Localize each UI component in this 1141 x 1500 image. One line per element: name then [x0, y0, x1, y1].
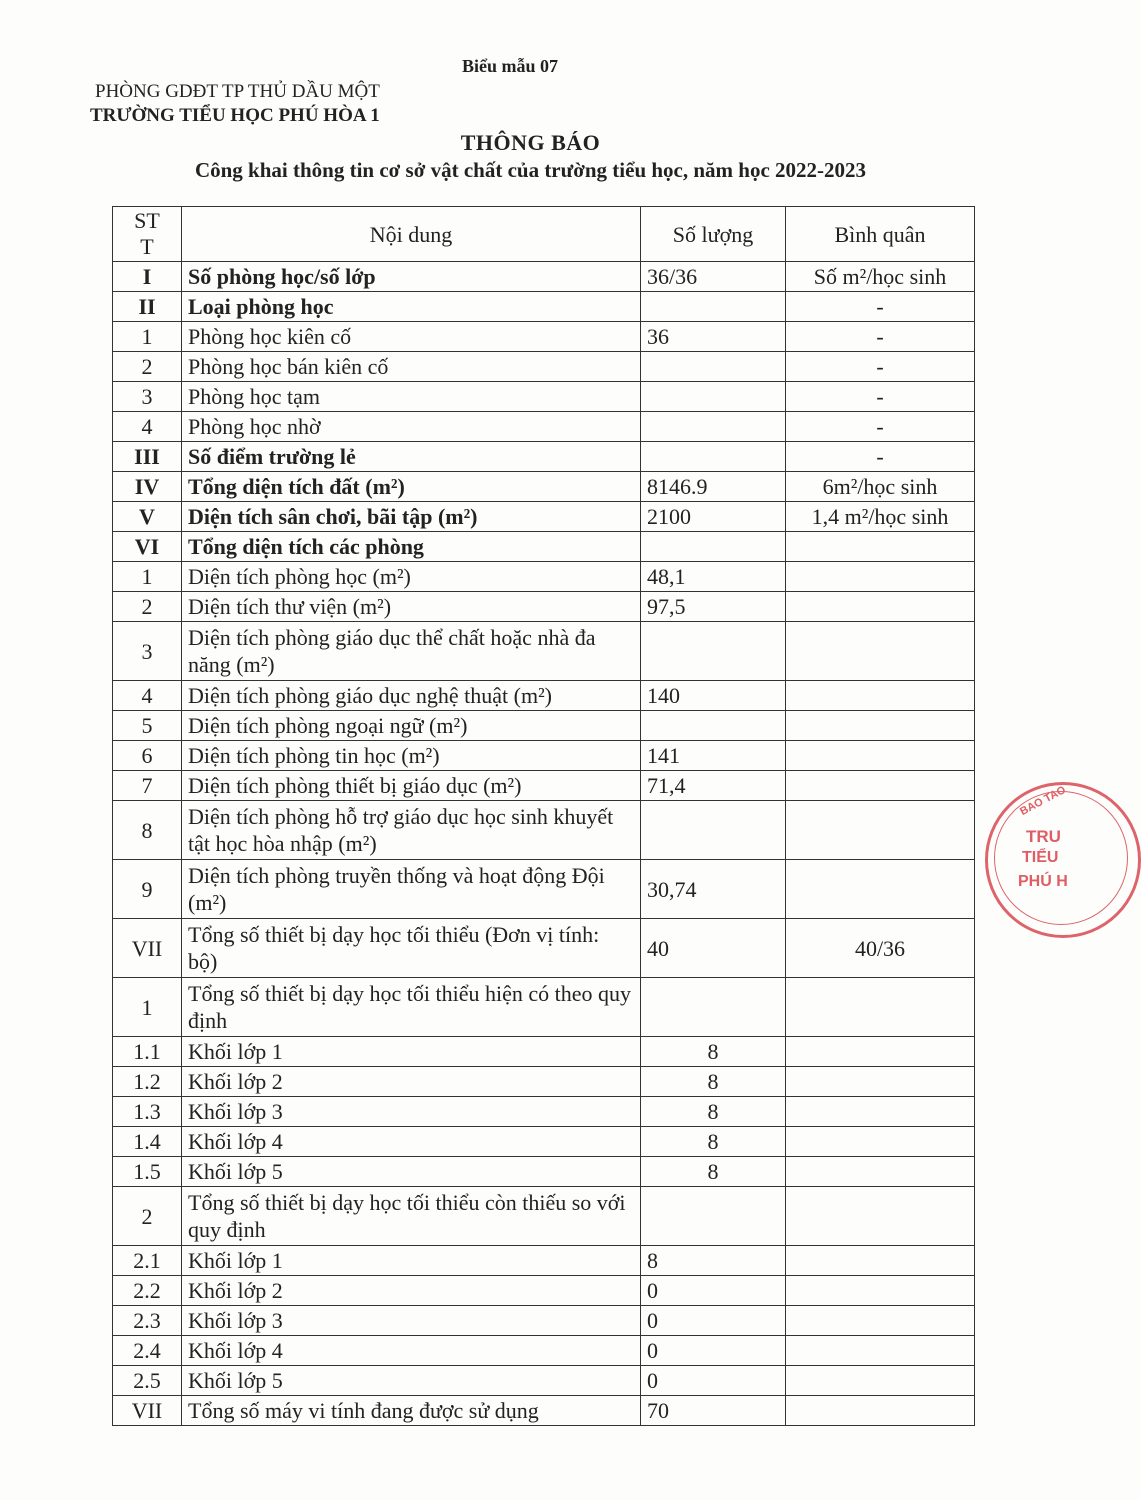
- row-stt: 1.2: [113, 1067, 182, 1097]
- row-stt: 2: [113, 352, 182, 382]
- table-row: [113, 711, 975, 741]
- row-quantity: 8: [641, 1067, 786, 1097]
- table-row: [113, 1276, 975, 1306]
- row-stt: 1: [113, 978, 182, 1037]
- table-row: [113, 262, 975, 292]
- table-row: [113, 771, 975, 801]
- row-stt: 6: [113, 741, 182, 771]
- row-content: Diện tích phòng thiết bị giáo dục (m²): [182, 771, 641, 801]
- table-row: [113, 472, 975, 502]
- row-quantity: 141: [641, 741, 786, 771]
- table-row: [113, 1396, 975, 1426]
- row-average: [786, 860, 975, 919]
- row-average: -: [786, 442, 975, 472]
- table-row: [113, 801, 975, 860]
- table-row: [113, 1067, 975, 1097]
- row-quantity: [641, 352, 786, 382]
- row-stt: 1.3: [113, 1097, 182, 1127]
- table-row: [113, 681, 975, 711]
- row-stt: 2.1: [113, 1246, 182, 1276]
- row-content: Khối lớp 4: [182, 1127, 641, 1157]
- row-content: Số điểm trường lẻ: [182, 442, 641, 472]
- row-content: Phòng học bán kiên cố: [182, 352, 641, 382]
- row-quantity: 140: [641, 681, 786, 711]
- row-content: Khối lớp 4: [182, 1336, 641, 1366]
- row-stt: 1.4: [113, 1127, 182, 1157]
- row-average: [786, 1276, 975, 1306]
- row-quantity: [641, 442, 786, 472]
- row-quantity: 36/36: [641, 262, 786, 292]
- row-average: 1,4 m²/học sinh: [786, 502, 975, 532]
- table-row: [113, 352, 975, 382]
- header-stt: ST T: [113, 207, 182, 262]
- table-row: [113, 502, 975, 532]
- table-row: [113, 1306, 975, 1336]
- row-content: Tổng số thiết bị dạy học tối thiểu (Đơn vị tính: bộ): [182, 919, 641, 978]
- row-quantity: 70: [641, 1396, 786, 1426]
- row-stt: 7: [113, 771, 182, 801]
- table-row: [113, 532, 975, 562]
- row-stt: 1.5: [113, 1157, 182, 1187]
- row-average: 40/36: [786, 919, 975, 978]
- table-row: [113, 442, 975, 472]
- row-quantity: 8: [641, 1127, 786, 1157]
- row-average: [786, 771, 975, 801]
- row-average: [786, 1246, 975, 1276]
- row-quantity: [641, 532, 786, 562]
- row-content: Khối lớp 5: [182, 1157, 641, 1187]
- row-stt: 3: [113, 622, 182, 681]
- row-quantity: 0: [641, 1336, 786, 1366]
- row-average: [786, 711, 975, 741]
- school-seal: [985, 782, 1141, 938]
- table-row: [113, 860, 975, 919]
- row-average: [786, 1037, 975, 1067]
- row-quantity: 2100: [641, 502, 786, 532]
- row-quantity: 8: [641, 1037, 786, 1067]
- row-content: Diện tích phòng giáo dục nghệ thuật (m²): [182, 681, 641, 711]
- row-content: Khối lớp 5: [182, 1366, 641, 1396]
- row-content: Phòng học kiên cố: [182, 322, 641, 352]
- row-average: [786, 801, 975, 860]
- row-average: [786, 1396, 975, 1426]
- row-content: Diện tích thư viện (m²): [182, 592, 641, 622]
- row-quantity: [641, 292, 786, 322]
- row-quantity: 0: [641, 1306, 786, 1336]
- row-content: Khối lớp 3: [182, 1097, 641, 1127]
- row-quantity: 30,74: [641, 860, 786, 919]
- row-quantity: [641, 801, 786, 860]
- row-average: [786, 1067, 975, 1097]
- row-average: [786, 978, 975, 1037]
- row-stt: VII: [113, 919, 182, 978]
- row-average: -: [786, 352, 975, 382]
- row-stt: 1: [113, 322, 182, 352]
- row-content: Tổng diện tích đất (m²): [182, 472, 641, 502]
- table-row: [113, 592, 975, 622]
- row-average: 6m²/học sinh: [786, 472, 975, 502]
- row-content: Phòng học nhờ: [182, 412, 641, 442]
- row-quantity: 40: [641, 919, 786, 978]
- table-row: [113, 322, 975, 352]
- row-content: Khối lớp 1: [182, 1037, 641, 1067]
- row-content: Khối lớp 2: [182, 1276, 641, 1306]
- row-stt: 5: [113, 711, 182, 741]
- row-average: -: [786, 322, 975, 352]
- row-average: [786, 1127, 975, 1157]
- header-quantity: Số lượng: [641, 207, 786, 262]
- form-number: Biểu mẫu 07: [462, 56, 559, 76]
- row-stt: VI: [113, 532, 182, 562]
- row-average: [786, 1097, 975, 1127]
- row-quantity: 8: [641, 1097, 786, 1127]
- row-average: Số m²/học sinh: [786, 262, 975, 292]
- row-average: [786, 532, 975, 562]
- row-stt: I: [113, 262, 182, 292]
- row-average: -: [786, 412, 975, 442]
- row-stt: III: [113, 442, 182, 472]
- row-content: Loại phòng học: [182, 292, 641, 322]
- row-content: Diện tích phòng truyền thống và hoạt động Đội (m²): [182, 860, 641, 919]
- row-stt: 2: [113, 1187, 182, 1246]
- row-average: [786, 741, 975, 771]
- row-quantity: 48,1: [641, 562, 786, 592]
- row-content: Tổng số thiết bị dạy học tối thiểu hiện có theo quy định: [182, 978, 641, 1037]
- row-average: [786, 562, 975, 592]
- row-content: Tổng số máy vi tính đang được sử dụng: [182, 1396, 641, 1426]
- table-row: [113, 1187, 975, 1246]
- row-stt: 2.5: [113, 1366, 182, 1396]
- row-content: Số phòng học/số lớp: [182, 262, 641, 292]
- row-content: Diện tích phòng giáo dục thể chất hoặc nhà đa năng (m²): [182, 622, 641, 681]
- table-row: [113, 1246, 975, 1276]
- table-row: [113, 1336, 975, 1366]
- row-content: Diện tích phòng ngoại ngữ (m²): [182, 711, 641, 741]
- document-title: THÔNG BÁO: [460, 130, 601, 155]
- document-subtitle: Công khai thông tin cơ sở vật chất của trường tiểu học, năm học 2022-2023: [194, 158, 867, 182]
- row-content: Khối lớp 2: [182, 1067, 641, 1097]
- table-row: [113, 292, 975, 322]
- table-row: [113, 622, 975, 681]
- seal-line-2: TIỂU: [1022, 849, 1059, 866]
- row-stt: 3: [113, 382, 182, 412]
- row-content: Diện tích phòng học (m²): [182, 562, 641, 592]
- row-average: -: [786, 292, 975, 322]
- row-stt: IV: [113, 472, 182, 502]
- row-quantity: 71,4: [641, 771, 786, 801]
- row-quantity: 8146.9: [641, 472, 786, 502]
- row-quantity: [641, 978, 786, 1037]
- seal-ring: [994, 791, 1128, 925]
- row-stt: VII: [113, 1396, 182, 1426]
- table-row: [113, 1366, 975, 1396]
- row-content: Phòng học tạm: [182, 382, 641, 412]
- row-quantity: 0: [641, 1276, 786, 1306]
- header-average: Bình quân: [786, 207, 975, 262]
- row-average: -: [786, 382, 975, 412]
- table-row: [113, 1037, 975, 1067]
- row-content: Tổng diện tích các phòng: [182, 532, 641, 562]
- row-average: [786, 681, 975, 711]
- row-stt: 1.1: [113, 1037, 182, 1067]
- school-name: TRƯỜNG TIỂU HỌC PHÚ HÒA 1: [90, 105, 380, 126]
- row-average: [786, 1157, 975, 1187]
- row-quantity: [641, 412, 786, 442]
- row-stt: 1: [113, 562, 182, 592]
- row-stt: 9: [113, 860, 182, 919]
- row-quantity: 8: [641, 1246, 786, 1276]
- table-row: [113, 412, 975, 442]
- row-stt: 8: [113, 801, 182, 860]
- row-average: [786, 1306, 975, 1336]
- row-quantity: 97,5: [641, 592, 786, 622]
- row-stt: 4: [113, 412, 182, 442]
- header-content: Nội dung: [182, 207, 641, 262]
- row-quantity: 0: [641, 1366, 786, 1396]
- table-row: [113, 1157, 975, 1187]
- row-average: [786, 622, 975, 681]
- row-stt: 4: [113, 681, 182, 711]
- row-content: Tổng số thiết bị dạy học tối thiểu còn thiếu so với quy định: [182, 1187, 641, 1246]
- facilities-table: [112, 206, 975, 1426]
- table-row: [113, 382, 975, 412]
- row-content: Khối lớp 3: [182, 1306, 641, 1336]
- row-quantity: [641, 711, 786, 741]
- row-content: Diện tích phòng tin học (m²): [182, 741, 641, 771]
- row-average: [786, 1366, 975, 1396]
- row-stt: II: [113, 292, 182, 322]
- table-row: [113, 1127, 975, 1157]
- row-quantity: 8: [641, 1157, 786, 1187]
- row-quantity: [641, 382, 786, 412]
- row-average: [786, 592, 975, 622]
- row-quantity: [641, 1187, 786, 1246]
- row-quantity: [641, 622, 786, 681]
- row-stt: 2: [113, 592, 182, 622]
- row-stt: 2.4: [113, 1336, 182, 1366]
- row-stt: 2.2: [113, 1276, 182, 1306]
- table-row: [113, 919, 975, 978]
- row-content: Khối lớp 1: [182, 1246, 641, 1276]
- row-content: Diện tích sân chơi, bãi tập (m²): [182, 502, 641, 532]
- seal-line-3: PHÚ H: [1018, 873, 1068, 890]
- row-content: Diện tích phòng hỗ trợ giáo dục học sinh khuyết tật học hòa nhập (m²): [182, 801, 641, 860]
- table-header-row: [113, 207, 975, 262]
- table-row: [113, 978, 975, 1037]
- seal-line-1: TRU: [1026, 827, 1061, 846]
- table-row: [113, 741, 975, 771]
- row-quantity: 36: [641, 322, 786, 352]
- row-average: [786, 1187, 975, 1246]
- row-stt: V: [113, 502, 182, 532]
- table-row: [113, 1097, 975, 1127]
- agency-name: PHÒNG GDĐT TP THỦ DẦU MỘT: [95, 81, 380, 102]
- row-stt: 2.3: [113, 1306, 182, 1336]
- row-average: [786, 1336, 975, 1366]
- seal-top-text: BAO TAO: [1018, 783, 1068, 819]
- table-row: [113, 562, 975, 592]
